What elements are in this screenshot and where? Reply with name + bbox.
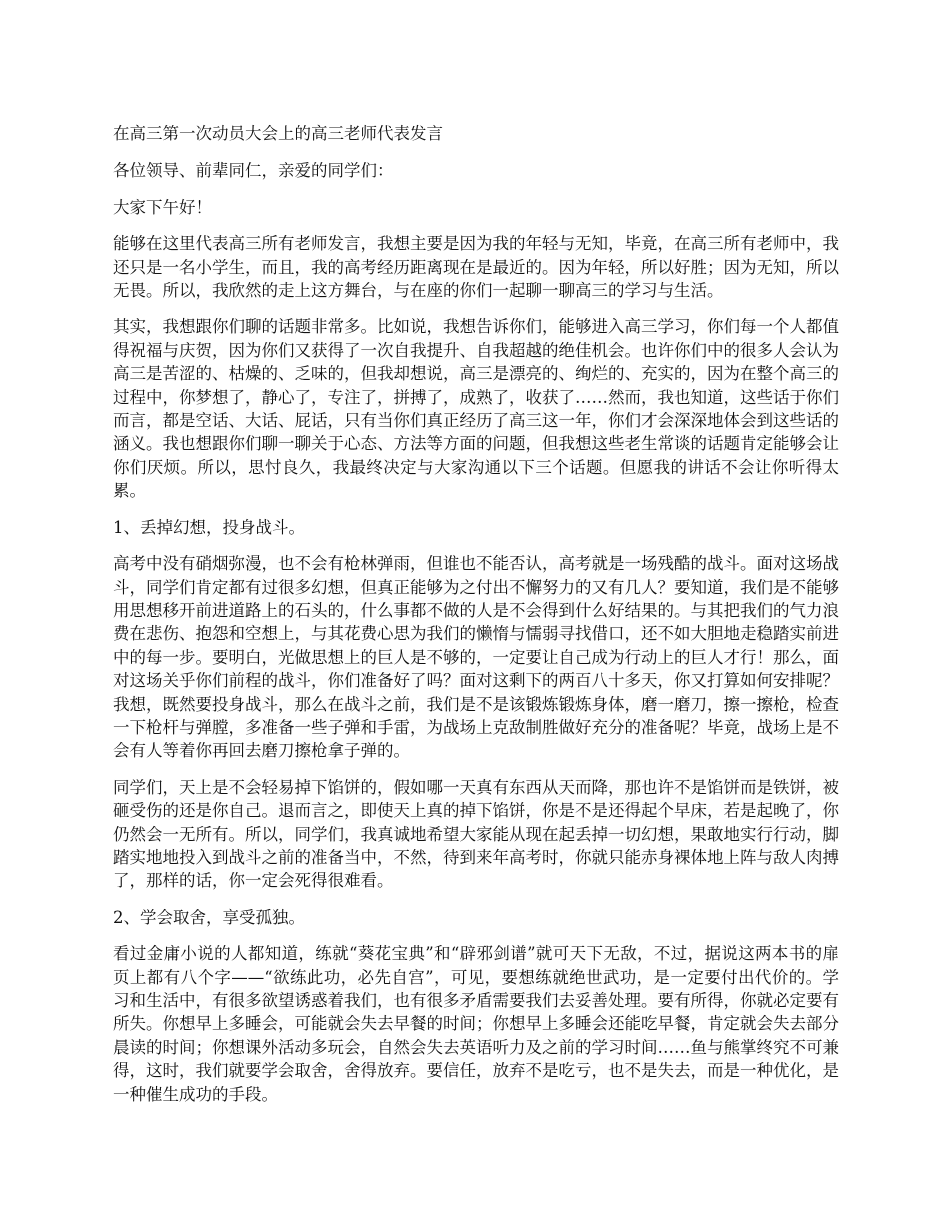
section-heading-2: 2、学会取舍，享受孤独。 xyxy=(113,907,305,927)
document-page xyxy=(113,122,839,1119)
greeting: 大家下午好！ xyxy=(113,197,212,217)
paragraph-battle: 高考中没有硝烟弥漫，也不会有枪林弹雨，但谁也不能否认，高考就是一场残酷的战斗。面对这场战斗，同学们肯定都有过很多幻想，但真正能够为之付出不懈努力的又有几人？要知道，我们是不能够用思想移开前进道路上的石头的，什么事都不做的人是不会得到什么好结果的。与其把我们的气力浪费在悲伤、抱怨和空想上，与其花费心思为我们的懒惰与懦弱寻找借口，还不如大胆地走稳踏实前进中的每一步。要明白，光做思想上的巨人是不够的，一定要让自己成为行动上的巨人才行！那么，面对这场关乎你们前程的战斗，你们准备好了吗？面对这剩下的两百八十多天，你又打算如何安排呢？我想，既然要投身战斗，那么在战斗之前，我们是不是该锻炼锻炼身体，磨一磨刀，擦一擦枪，检查一下枪杆与弹膛，多准备一些子弹和手雷，为战场上克敌制胜做好充分的准备呢？毕竟，战场上是不会有人等着你再回去磨刀擦枪拿子弹的。 xyxy=(113,554,839,761)
paragraph-intro: 能够在这里代表高三所有老师发言，我想主要是因为我的年轻与无知，毕竟，在高三所有老师中，我还只是一名小学生，而且，我的高考经历距离现在是最近的。因为年轻，所以好胜；因为无知，所以无畏。所以，我欣然的走上这方舞台，与在座的你们一起聊一聊高三的学习与生活。 xyxy=(113,234,839,301)
document-title: 在高三第一次动员大会上的高三老师代表发言 xyxy=(113,124,443,143)
paragraph-topics: 其实，我想跟你们聊的话题非常多。比如说，我想告诉你们，能够进入高三学习，你们每一个人都值得祝福与庆贺，因为你们又获得了一次自我提升、自我超越的绝佳机会。也许你们中的很多人会认为高三是苦涩的、枯燥的、乏味的，但我却想说，高三是漂亮的、绚烂的、充实的，因为在整个高三的过程中，你梦想了，静心了，专注了，拼搏了，成熟了，收获了……然而，我也知道，这些话于你们而言，都是空话、大话、屁话，只有当你们真正经历了高三这一年，你们才会深深地体会到这些话的涵义。我也想跟你们聊一聊关于心态、方法等方面的问题，但我想这些老生常谈的话题肯定能够会让你们厌烦。所以，思忖良久，我最终决定与大家沟通以下三个话题。但愿我的讲话不会让你听得太累。 xyxy=(113,317,839,501)
paragraph-tradeoff: 看过金庸小说的人都知道，练就“葵花宝典”和“辟邪剑谱”就可天下无敌，不过，据说这两本书的扉页上都有八个字——“欲练此功，必先自宫”，可见，要想练就绝世武功，是一定要付出代价的。学习和生活中，有很多欲望诱惑着我们，也有很多矛盾需要我们去妥善处理。要有所得，你就必定要有所失。你想早上多睡会，可能就会失去早餐的时间；你想早上多睡会还能吃早餐，肯定就会失去部分晨读的时间；你想课外活动多玩会，自然会失去英语听力及之前的学习时间……鱼与熊掌终究不可兼得，这时，我们就要学会取舍，舍得放弃。要信任，放弃不是吃亏，也不是失去，而是一种优化，是一种催生成功的手段。 xyxy=(113,944,839,1104)
paragraph-pie: 同学们，天上是不会轻易掉下馅饼的，假如哪一天真有东西从天而降，那也许不是馅饼而是铁饼，被砸受伤的还是你自己。退而言之，即使天上真的掉下馅饼，你是不是还得起个早床，若是起晚了，你仍然会一无所有。所以，同学们，我真诚地希望大家能从现在起丢掉一切幻想，果敢地实行行动，脚踏实地地投入到战斗之前的准备当中，不然，待到来年高考时，你就只能赤身裸体地上阵与敌人肉搏了，那样的话，你一定会死得很难看。 xyxy=(113,777,839,891)
section-heading-1: 1、丢掉幻想，投身战斗。 xyxy=(113,517,305,537)
salutation: 各位领导、前辈同仁，亲爱的同学们： xyxy=(113,161,394,181)
